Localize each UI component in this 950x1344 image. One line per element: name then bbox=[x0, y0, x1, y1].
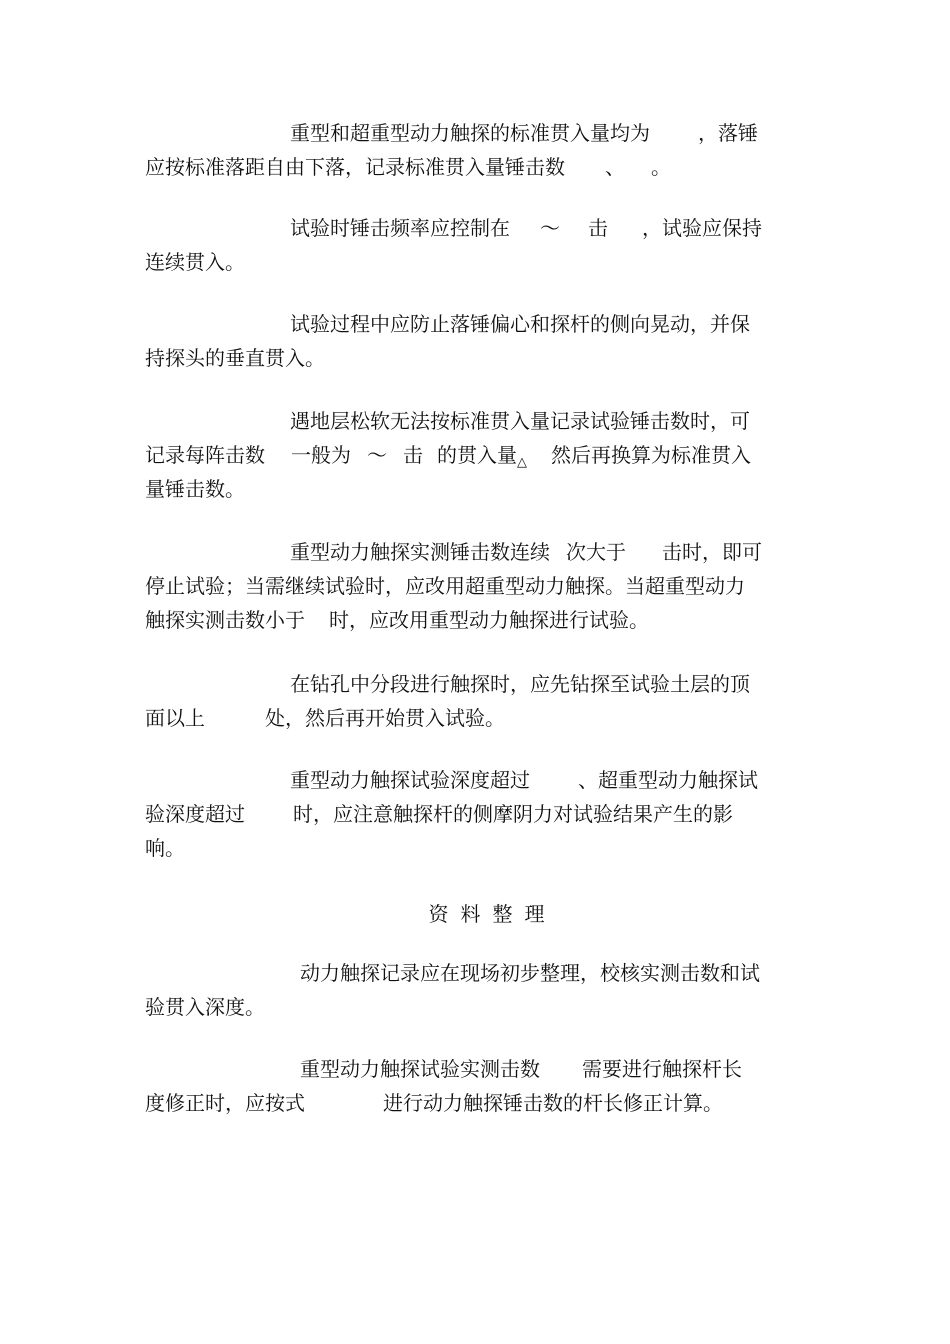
text-segment: 、超重型动力触探试 bbox=[578, 768, 758, 792]
paragraph-line: 验贯入深度。 bbox=[145, 995, 265, 1019]
paragraph-5 bbox=[145, 535, 810, 637]
text-segment: ～ bbox=[540, 216, 560, 240]
paragraph-6 bbox=[145, 667, 810, 735]
paragraph-line: 量锤击数。 bbox=[145, 477, 245, 501]
text-segment: 时，应改用重型动力触探进行试验。 bbox=[329, 608, 649, 632]
text-segment: 应按标准落距自由下落，记录标准贯入量锤击数 bbox=[145, 155, 565, 179]
text-segment: 面以上 bbox=[145, 706, 205, 730]
text-segment: 时，应注意触探杆的侧摩阴力对试验结果产生的影 bbox=[293, 802, 733, 826]
text-segment: 重型动力触探试验深度超过 bbox=[290, 768, 530, 792]
paragraph-line: 遇地层松软无法按标准贯入量记录试验锤击数时，可 bbox=[290, 409, 750, 433]
text-segment: ，试验应保持 bbox=[642, 216, 762, 240]
paragraph-3 bbox=[145, 307, 810, 375]
paragraph-line: 持探头的垂直贯入。 bbox=[145, 346, 325, 370]
paragraph-2 bbox=[145, 211, 810, 279]
paragraph-line bbox=[145, 1052, 810, 1086]
triangle-symbol: △ bbox=[517, 455, 527, 470]
text-segment: 然后再换算为标准贯入 bbox=[551, 443, 751, 467]
section-title: 资料整理 bbox=[428, 902, 557, 926]
text-segment: ～ bbox=[367, 443, 387, 467]
text-segment: 一般为 bbox=[291, 443, 351, 467]
paragraph-line: 停止试验；当需继续试验时，应改用超重型动力触探。当超重型动力 bbox=[145, 574, 745, 598]
text-segment: 触探实测击数小于 bbox=[145, 608, 305, 632]
paragraph-line: 试验过程中应防止落锤偏心和探杆的侧向晃动，并保 bbox=[290, 312, 750, 336]
paragraph-line: 在钻孔中分段进行触探时，应先钻探至试验土层的顶 bbox=[290, 672, 750, 696]
paragraph-4 bbox=[145, 404, 810, 506]
paragraph-7 bbox=[145, 763, 810, 865]
text-segment: 度修正时，应按式 bbox=[145, 1091, 305, 1115]
text-segment: 进行动力触探锤击数的杆长修正计算。 bbox=[383, 1091, 723, 1115]
text-segment: 试验时锤击频率应控制在 bbox=[290, 216, 510, 240]
paragraph-line: 响。 bbox=[145, 836, 185, 860]
paragraph-8 bbox=[145, 956, 810, 1024]
text-segment: 次大于 bbox=[566, 540, 626, 564]
text-segment: 重型动力触探实测锤击数连续 bbox=[290, 540, 550, 564]
paragraph-line bbox=[145, 211, 810, 245]
text-segment: 的贯入量 bbox=[437, 443, 517, 467]
paragraph-line bbox=[145, 1086, 810, 1120]
text-segment: 验深度超过 bbox=[145, 802, 245, 826]
paragraph-line bbox=[145, 603, 810, 637]
text-segment: 击 bbox=[588, 216, 608, 240]
text-segment: 记录每阵击数 bbox=[145, 443, 265, 467]
paragraph-line bbox=[145, 701, 810, 735]
paragraph-line bbox=[145, 438, 810, 472]
text-segment: 、 bbox=[605, 155, 625, 179]
paragraph-line bbox=[145, 535, 810, 569]
text-segment: 处，然后再开始贯入试验。 bbox=[265, 706, 505, 730]
text-segment: 重型和超重型动力触探的标准贯入量均为 bbox=[290, 121, 650, 145]
paragraph-line: 连续贯入。 bbox=[145, 250, 245, 274]
text-segment: 需要进行触探杆长 bbox=[582, 1057, 742, 1081]
text-segment: 击 bbox=[403, 443, 423, 467]
paragraph-9 bbox=[145, 1052, 810, 1120]
paragraph-line bbox=[145, 116, 810, 150]
text-segment: 击时，即可 bbox=[662, 540, 762, 564]
paragraph-line bbox=[145, 763, 810, 797]
paragraph-line bbox=[145, 797, 810, 831]
paragraph-line: 动力触探记录应在现场初步整理，校核实测击数和试 bbox=[300, 961, 760, 985]
paragraph-1 bbox=[145, 116, 810, 184]
text-segment: ，落锤 bbox=[698, 121, 758, 145]
text-segment: 。 bbox=[651, 155, 671, 179]
paragraph-line bbox=[145, 150, 810, 184]
text-segment: 重型动力触探试验实测击数 bbox=[300, 1057, 540, 1081]
